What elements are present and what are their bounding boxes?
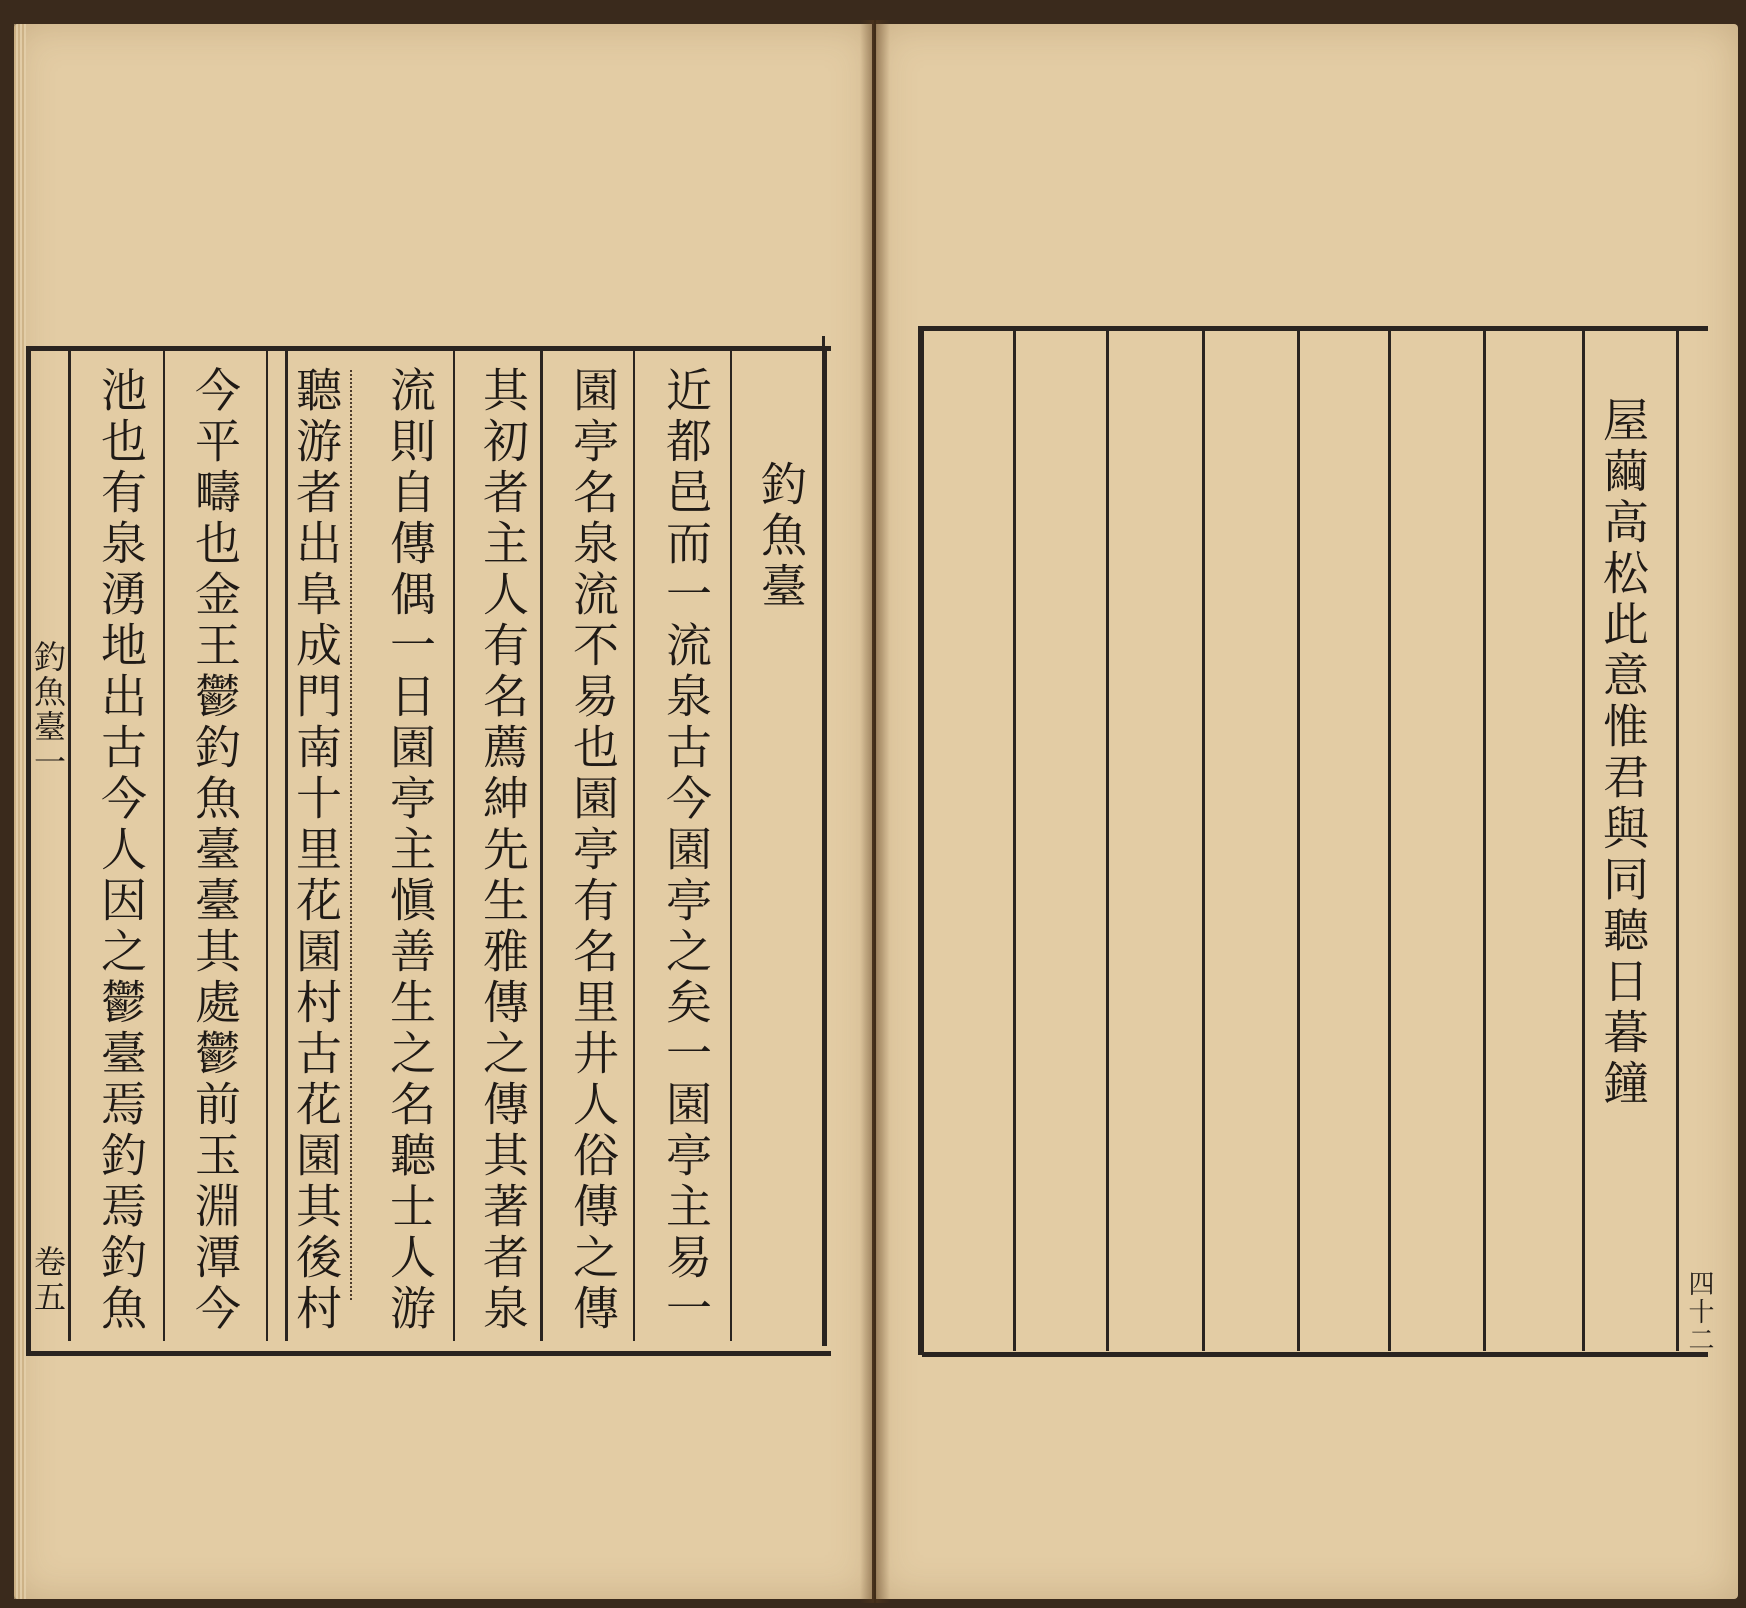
column-rule [1388,331,1391,1351]
column-rule [163,351,165,1341]
column-rule [730,351,732,1341]
column-rule [1106,331,1109,1351]
column-rule [1582,331,1585,1351]
text-column-7: 池也有泉湧地出古今人因之鬱臺焉釣焉釣魚 [94,366,148,1335]
text-column-4: 其初者主人有名薦紳先生雅傳之傳其著者泉 [476,366,530,1335]
column-rule [540,351,543,1341]
column-rule [633,351,635,1341]
column-rule [1297,331,1300,1351]
column-rule [1013,331,1016,1351]
article-title: 釣魚臺 [754,460,808,613]
folio-number: 四十二 [1684,1270,1714,1354]
book-gutter [860,20,890,1603]
text-column-5: 聽游者出阜成門南十里花園村古花園其後村 [289,366,343,1335]
column-rule [1676,331,1679,1351]
text-column-2: 園亭名泉流不易也園亭有名里井人俗傳之傳 [566,366,620,1335]
text-column-3: 流則自傳偶一日園亭主愼善生之名聽士人游 [383,366,437,1335]
column-rule [1483,331,1486,1351]
column-rule [1202,331,1205,1351]
margin-title: 釣魚臺一 [29,640,67,780]
column-rule [822,346,827,1346]
poem-closing-line: 屋繭高松此意惟君與同聽日暮鐘 [1596,396,1650,1110]
column-rule [285,351,288,1341]
punctuation-column [350,370,352,1300]
text-column-6: 今平疇也金王鬱釣魚臺臺其處鬱前玉淵潭今 [188,366,242,1335]
right-top-rule [918,326,1708,331]
column-rule [68,351,71,1341]
page-edges [14,24,26,1599]
juan-number: 卷五 [29,1245,67,1315]
text-column-1: 近都邑而一流泉古今園亭之矣一園亭主易一 [659,366,713,1335]
right-frame-left-edge [918,330,924,1355]
right-bottom-rule [922,1352,1708,1357]
column-rule [266,351,268,1341]
column-rule [453,351,455,1341]
